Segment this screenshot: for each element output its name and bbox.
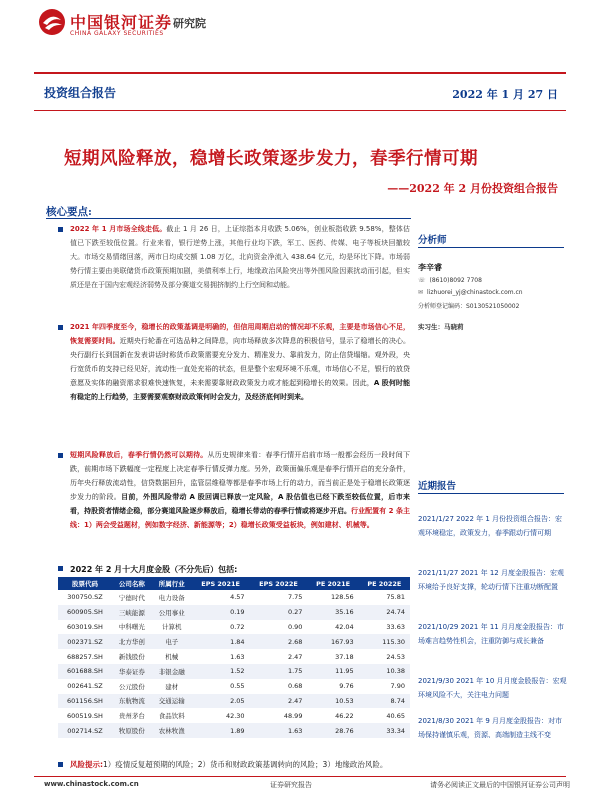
divider: [418, 493, 564, 494]
recent-report-item[interactable]: 2021/9/30 2021 年 10 月月度金股报告：宏观环境风险不大，关注电力问题: [418, 677, 567, 699]
table-cell: 33.34: [359, 723, 410, 738]
table-cell: 48.99: [283, 711, 303, 720]
table-row: [58, 664, 410, 679]
table-cell: 37.18: [335, 652, 354, 661]
table-cell: 9.76: [339, 682, 354, 691]
column-header: 股票代码: [58, 577, 112, 590]
table-cell: 0.90: [287, 622, 303, 631]
summary-paragraph-3: [70, 448, 410, 532]
divider: [418, 247, 564, 248]
table-cell: 300750.SZ: [67, 593, 103, 602]
table-cell: 0.19: [192, 605, 250, 620]
table-header-row: [58, 577, 410, 590]
para-body: 截止 1 月 26 日，上证综指本月收跌 5.06%，创业板指收跌 9.58%，整体估值已下跌至较低位置。行业来看，银行逆势上涨，其他行业均下跌，军工、医药、传媒、电子等板块回撤较大。市场交易情绪回落，两市日均成交额 1.08 万亿，北向资金净流入 438.64 亿元，均是环比下降。市场弱势行情主要由美联储货币政策预期加剧，美债利率上行，地缘政治风险突出等外围风险因素扰动而引起，但实质还是在于国内宏观经济弱势及部分赛道交易拥挤制约上行空间和动能。: [70, 225, 411, 289]
column-header: EPS 2021E: [192, 577, 250, 590]
table-row: [58, 634, 410, 649]
table-row: [58, 590, 410, 605]
table-cell: 42.04: [335, 622, 354, 631]
table-cell: 4.57: [230, 593, 245, 602]
report-subtitle: ——2022 年 2 月份投资组合报告: [387, 182, 558, 195]
risk-lead: 风险提示:: [70, 760, 103, 769]
divider: [46, 218, 411, 219]
phone-icon: ☏: [418, 277, 426, 284]
table-cell: 0.72: [230, 622, 245, 631]
recent-report-item[interactable]: 2021/10/29 2021 年 11 月月度金股报告：市场难言趋势性机会，注重防御与成长兼备: [418, 623, 564, 645]
table-cell: 115.30: [359, 634, 410, 649]
table-cell: 33.63: [386, 622, 405, 631]
para-tail-lead: 行业配置有 2 条主线：: [70, 507, 411, 529]
table-cell: 10.38: [359, 664, 410, 679]
table-title: 2022 年 2 月十大月度金股（不分先后）包括:: [70, 565, 238, 574]
email-value[interactable]: lizhuorei_yj@chinastock.com.cn: [427, 289, 523, 296]
table-row: [58, 694, 410, 709]
table-cell: 002714.SZ: [58, 723, 112, 738]
table-cell: 0.27: [250, 605, 308, 620]
column-header: PE 2021E: [307, 577, 358, 590]
table-cell: 新钱股份: [118, 653, 145, 662]
table-cell: 2.68: [250, 634, 308, 649]
para-body: 央行副行长到国新在发表讲话时称货币政策需要充分发力、精准发力、靠前发力，防止信贷塌缩。观外段，央行宽货币的支持已经见好，流动性一直处充裕的状态，但是整个宏观环境不乐观，市场信心不足，银行的放贷意愿及实体的融资需求很难快速恢复，未来需要靠财政政策发力或才能起到稳增长的效果。因此，: [70, 351, 410, 387]
table-cell: 1.89: [192, 723, 250, 738]
table-cell: 28.76: [307, 723, 358, 738]
table-row: [58, 723, 410, 738]
table-row: [58, 649, 410, 664]
table-cell: 601156.SH: [58, 694, 112, 709]
table-cell: 华泰证券: [112, 664, 152, 679]
table-cell: 1.84: [192, 634, 250, 649]
para-mid: 目前，外围风险带动 A 股回调已释放一定风险，A 股估值也已经下跌至较低位置，后市来看，持股资者情绪企稳，部分赛道风险逐步释放后，稳增长带动的春季行情或将逐步开启。: [70, 493, 410, 515]
table-cell: 电力设备: [158, 593, 185, 602]
logo-name-en: CHINA GALAXY SECURITIES: [70, 30, 164, 37]
table-cell: 24.53: [386, 652, 405, 661]
table-cell: 7.75: [287, 593, 303, 602]
table-cell: 北方华创: [112, 634, 152, 649]
analyst-email[interactable]: [418, 289, 523, 296]
table-row: [58, 679, 410, 694]
table-cell: 电子: [152, 634, 192, 649]
footer-url[interactable]: www.chinastock.com.cn: [44, 780, 139, 788]
analyst-heading: 分析师: [418, 235, 447, 246]
analyst-reg-code: 分析师登记编码：S0130521050002: [418, 303, 520, 310]
table-cell: 600905.SH: [58, 605, 112, 620]
column-header: EPS 2022E: [250, 577, 308, 590]
analyst-name: 李辛睿: [418, 262, 442, 272]
table-cell: 食品饮料: [158, 712, 185, 721]
recent-reports-heading: 近期报告: [418, 481, 457, 492]
bullet-icon: [58, 453, 63, 458]
bullet-icon: [58, 325, 63, 330]
footer-divider: [34, 776, 566, 777]
table-cell: 牧原股份: [112, 723, 152, 738]
recent-report-item[interactable]: 2021/1/27 2022 年 1 月份投资组合报告：宏观环境稳定，政策发力，春季跟动行情可期: [418, 515, 563, 537]
table-cell: 2.47: [287, 652, 303, 661]
para-tail: 1）两会受益题材，例如数字经济、新能源等；2）稳增长政策受益板块，例如建材、机械等。: [84, 521, 374, 529]
column-header: 所属行业: [152, 577, 192, 590]
table-cell: 0.68: [287, 682, 303, 691]
table-cell: 10.53: [307, 694, 358, 709]
para-lead: 2021 年四季度至今，稳增长的政策基调是明确的，但信用周期启动的情况却不乐观，主要是市场信心不足，恢复需要时间。: [70, 323, 410, 345]
table-cell: 42.30: [225, 711, 245, 720]
table-body: [58, 590, 410, 738]
report-date: 2022 年 1 月 27 日: [452, 88, 558, 101]
report-type: 投资组合报告: [44, 86, 117, 100]
table-cell: 贵州茅台: [118, 712, 145, 721]
table-cell: 1.63: [230, 652, 245, 661]
table-cell: 公元股份: [118, 682, 145, 691]
report-title: 短期风险释放，稳增长政策逐步发力，春季行情可期: [64, 149, 478, 169]
table-cell: 非银金融: [152, 664, 192, 679]
bullet-icon: [58, 566, 63, 571]
table-cell: 8.74: [359, 694, 410, 709]
table-cell: 11.95: [307, 664, 358, 679]
table-cell: 46.22: [335, 711, 354, 720]
table-cell: 东航物流: [112, 694, 152, 709]
para-tail: A 股何时能有稳定的上行趋势，主要需要观察财政政策何时会发力，及经济底何时到来。: [70, 379, 410, 401]
table-cell: 601688.SH: [58, 664, 112, 679]
summary-paragraph-2: [70, 320, 410, 404]
table-cell: 2.47: [250, 694, 308, 709]
intern-name: 实习生：马晓莉: [418, 323, 464, 331]
para-body: 从历史规律来看：春季行情开启前市场一般都会经历一段时间下跌，前期市场下跌幅度一定程度上决定春季行情反弹力度。另外，政策面偏乐观是春季行情开启的充分条件，历年央行释放流动性，信贷数据回升，监管层维稳等都是春季市场上行的动力，而当前正是处于稳增长政策逐步发力的阶段。: [70, 451, 411, 501]
footer-report-type: 证券研究报告: [270, 781, 312, 789]
risk-body: 1）疫情反复超预期的风险；2）货币和财政政策基调转向的风险；3）地缘政治风险。: [103, 760, 388, 769]
table-cell: 1.63: [250, 723, 308, 738]
table-row: [58, 708, 410, 723]
table-cell: 1.52: [192, 664, 250, 679]
table-cell: 交通运输: [152, 694, 192, 709]
risk-warning: [70, 758, 410, 772]
table-cell: 中科曙光: [118, 623, 145, 632]
footer-disclaimer: 请务必阅读正文最后的中国银河证券公司声明: [430, 781, 570, 789]
table-cell: 机械: [165, 653, 179, 662]
table-cell: 002371.SZ: [58, 634, 112, 649]
table-cell: 35.16: [307, 605, 358, 620]
table-cell: 40.65: [386, 711, 405, 720]
table-cell: 600519.SH: [67, 711, 103, 720]
table-row: [58, 605, 410, 620]
institute-label: 研究院: [173, 17, 206, 30]
table-cell: 建材: [165, 682, 179, 691]
table-cell: 三峡能源: [112, 605, 152, 620]
phone-value: (8610)8092 7708: [429, 277, 482, 284]
table-cell: 农林牧渔: [152, 723, 192, 738]
bullet-icon: [58, 762, 63, 767]
column-header: 公司名称: [112, 577, 152, 590]
recent-report-item[interactable]: 2021/11/27 2021 年 12 月度金股报告：宏观环境给予良好支撑，轮动行情下注重功断配置: [418, 569, 564, 591]
table-cell: 002641.SZ: [67, 682, 103, 691]
table-cell: 603019.SH: [67, 622, 103, 631]
table-cell: 24.74: [359, 605, 410, 620]
table-cell: 宁德时代: [118, 593, 145, 602]
table-cell: 7.90: [390, 682, 405, 691]
table-cell: 688257.SH: [67, 652, 103, 661]
analyst-phone: [418, 277, 482, 284]
table-cell: 0.55: [230, 682, 245, 691]
para-lead: 2022 年 1 月市场全线走低。: [70, 225, 167, 233]
table-cell: 75.81: [386, 593, 405, 602]
table-cell: 计算机: [161, 623, 182, 632]
table-row: [58, 620, 410, 635]
logo-name-cn: 中国银河证券: [70, 13, 173, 32]
recent-report-item[interactable]: 2021/8/30 2021 年 9 月月度金股报告：对市场保持谨慎乐观，资源、高端制造主线不变: [418, 717, 563, 739]
table-cell: 167.93: [307, 634, 358, 649]
email-icon: ✉: [418, 289, 424, 296]
column-header: PE 2022E: [359, 577, 410, 590]
bullet-icon: [58, 227, 63, 232]
portfolio-table: [58, 577, 410, 738]
table-cell: 公用事业: [152, 605, 192, 620]
para-lead: 短期风险释放后，春季行情仍然可以期待。: [70, 451, 208, 459]
table-cell: 128.56: [330, 593, 354, 602]
core-points-heading: 核心要点:: [46, 206, 92, 218]
para-body: 近期央行轮番在可选品种之间降息，向市场释放多次降息的积极信号，显示了稳增长的决心。: [119, 337, 411, 345]
table-cell: 1.75: [250, 664, 308, 679]
summary-paragraph-1: [70, 222, 410, 292]
galaxy-logo-icon: [38, 8, 66, 36]
table-cell: 2.05: [192, 694, 250, 709]
